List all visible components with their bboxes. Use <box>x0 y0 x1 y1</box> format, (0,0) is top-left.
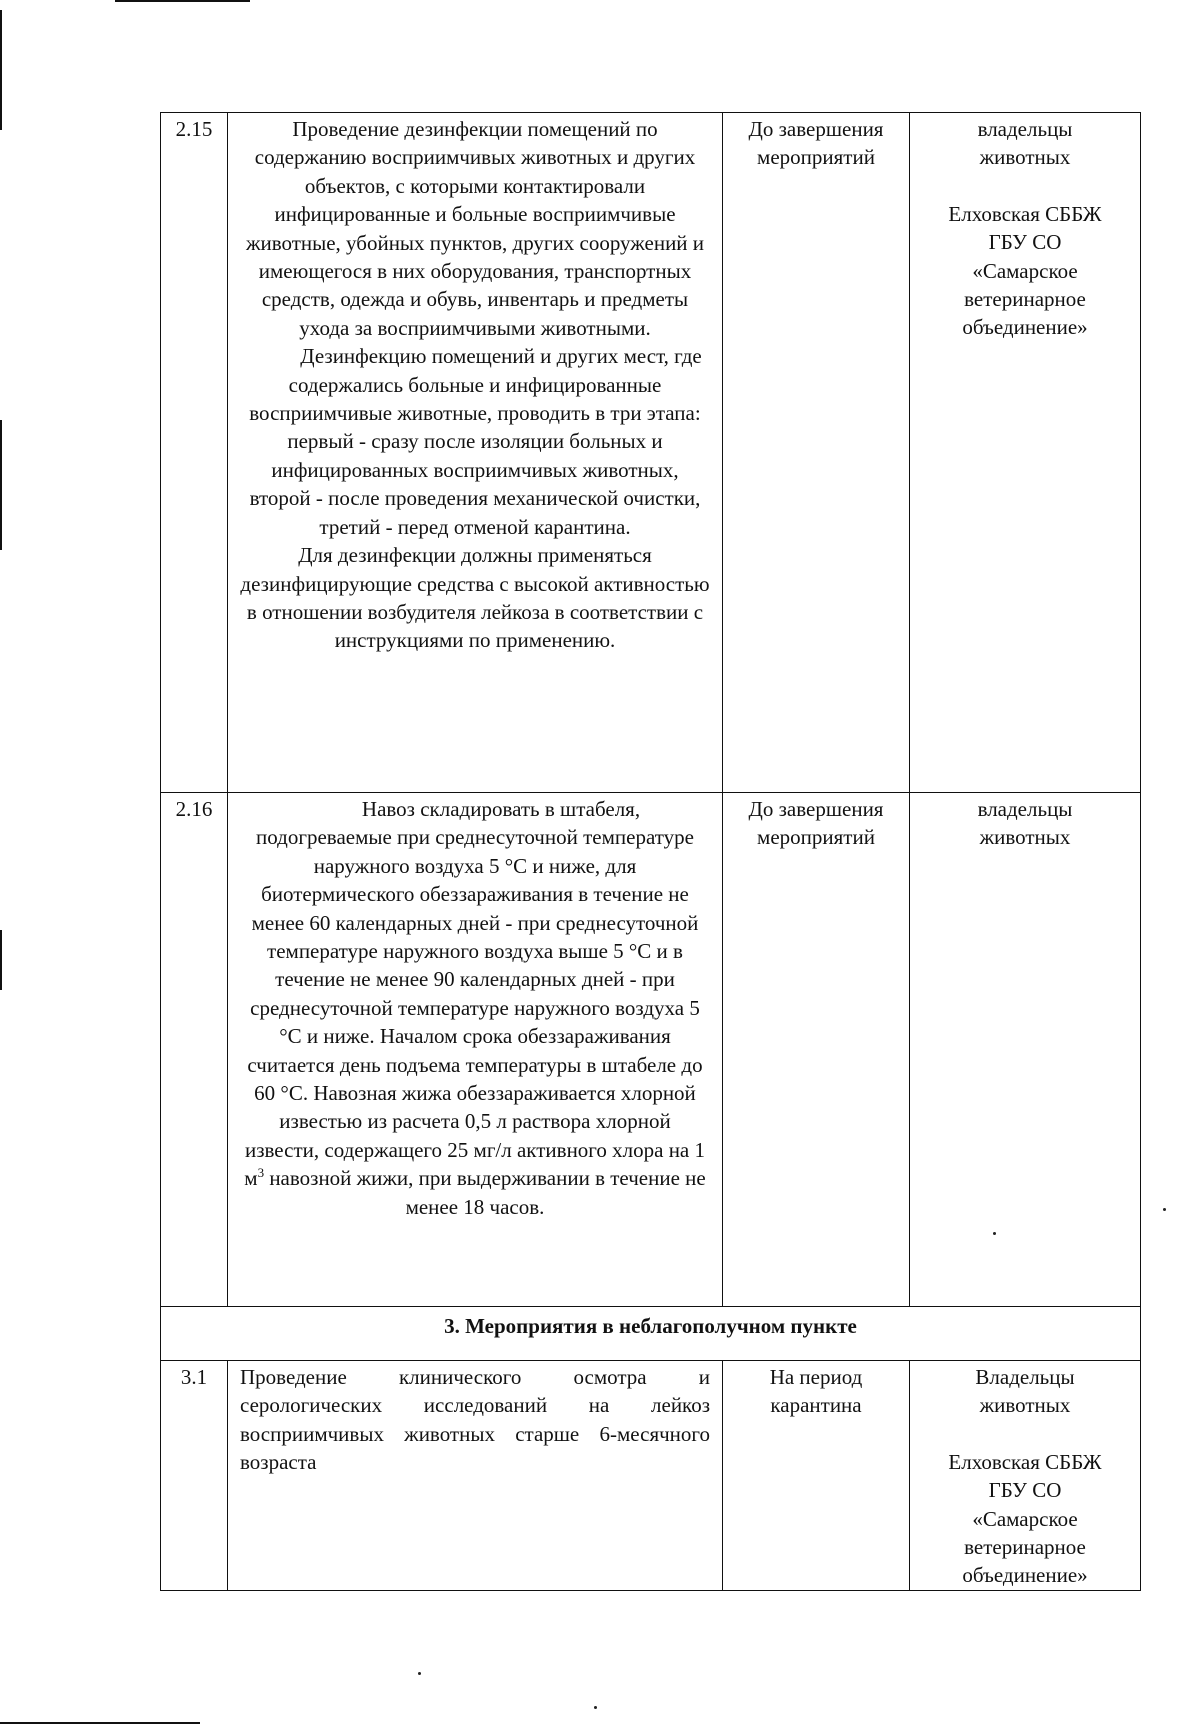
responsible-cell <box>910 793 1141 1307</box>
section-title: 3. Мероприятия в неблагополучном пункте <box>161 1307 1141 1361</box>
action-text-tail: навозной жижи, при выдерживании в течение не менее 18 часов. <box>264 1166 706 1219</box>
scan-edge-bottom <box>0 1722 200 1724</box>
action-paragraph <box>240 795 710 1221</box>
term-text: До завершения мероприятий <box>748 117 884 170</box>
scan-speck <box>594 1706 597 1709</box>
action-cell <box>228 113 723 793</box>
measures-table <box>160 112 1141 1591</box>
term-cell <box>723 1361 910 1591</box>
superscript: 3 <box>257 1165 265 1181</box>
responsible-organization: Елховская СББЖ ГБУ СО «Самарское ветеринарное объединение» <box>948 1449 1102 1588</box>
row-number: 2.16 <box>161 793 228 1307</box>
responsible-owners: владельцы животных <box>977 117 1073 170</box>
responsible-organization: Елховская СББЖ ГБУ СО «Самарское ветеринарное объединение» <box>948 201 1102 340</box>
scan-edge-left <box>0 420 2 550</box>
row-number: 3.1 <box>161 1361 228 1591</box>
responsible-owners: владельцы животных <box>977 797 1073 850</box>
scan-speck <box>418 1672 421 1675</box>
row-number: 2.15 <box>161 113 228 793</box>
section-header-row <box>161 1307 1141 1361</box>
scan-edge-top <box>115 0 250 2</box>
action-paragraph: Проведение клинического осмотра и серологических исследований на лейкоз восприимчивых животных старше 6-месячного возраста <box>240 1365 710 1475</box>
action-cell <box>228 1361 723 1591</box>
action-paragraph: Проведение дезинфекции помещений по содержанию восприимчивых животных и других объектов, с которыми контактировали инфицированные и больные восприимчивые животные, убойных пунктов, других сооружений и имеющегося в них оборудования, транспортных средств, одежда и обувь, инвентарь и предметы ухода за восприимчивыми животными. <box>245 117 705 340</box>
table-row <box>161 113 1141 793</box>
action-text: Навоз складировать в штабеля, подогреваемые при среднесуточной температуре наружного воздуха 5 °С и ниже, для биотермического обеззараживания в течение не менее 60 календарных дней - при среднесуточной температуре наружного воздуха выше 5 °С и в течение не менее 90 календарных дней - при среднесуточной температуре наружного воздуха 5 °С и ниже. Началом срока обеззараживания считается день подъема температуры в штабеле до 60 °С. Навозная жижа обеззараживается хлорной известью из расчета 0,5 л раствора хлорной извести, содержащего 25 мг/л активного хлора на 1 м <box>244 797 706 1191</box>
term-text: До завершения мероприятий <box>748 797 884 850</box>
table-row <box>161 793 1141 1307</box>
table-row <box>161 1361 1141 1591</box>
action-paragraph: Дезинфекцию помещений и других мест, где содержались больные и инфицированные восприимчивые животные, проводить в три этапа: первый - сразу после изоляции больных и инфицированных восприимчивых животных, второй - после проведения механической очистки, третий - перед отменой карантина. <box>249 344 702 539</box>
scan-edge-left <box>0 10 2 130</box>
responsible-cell <box>910 1361 1141 1591</box>
responsible-cell <box>910 113 1141 793</box>
action-paragraph: Для дезинфекции должны применяться дезинфицирующие средства с высокой активностью в отношении возбудителя лейкоза в соответствии с инструкциями по применению. <box>240 543 710 653</box>
term-text: На период карантина <box>769 1365 863 1418</box>
term-cell <box>723 113 910 793</box>
term-cell <box>723 793 910 1307</box>
scan-speck <box>1163 1208 1166 1211</box>
action-cell <box>228 793 723 1307</box>
scan-edge-left <box>0 930 2 990</box>
responsible-owners: Владельцы животных <box>975 1365 1075 1418</box>
